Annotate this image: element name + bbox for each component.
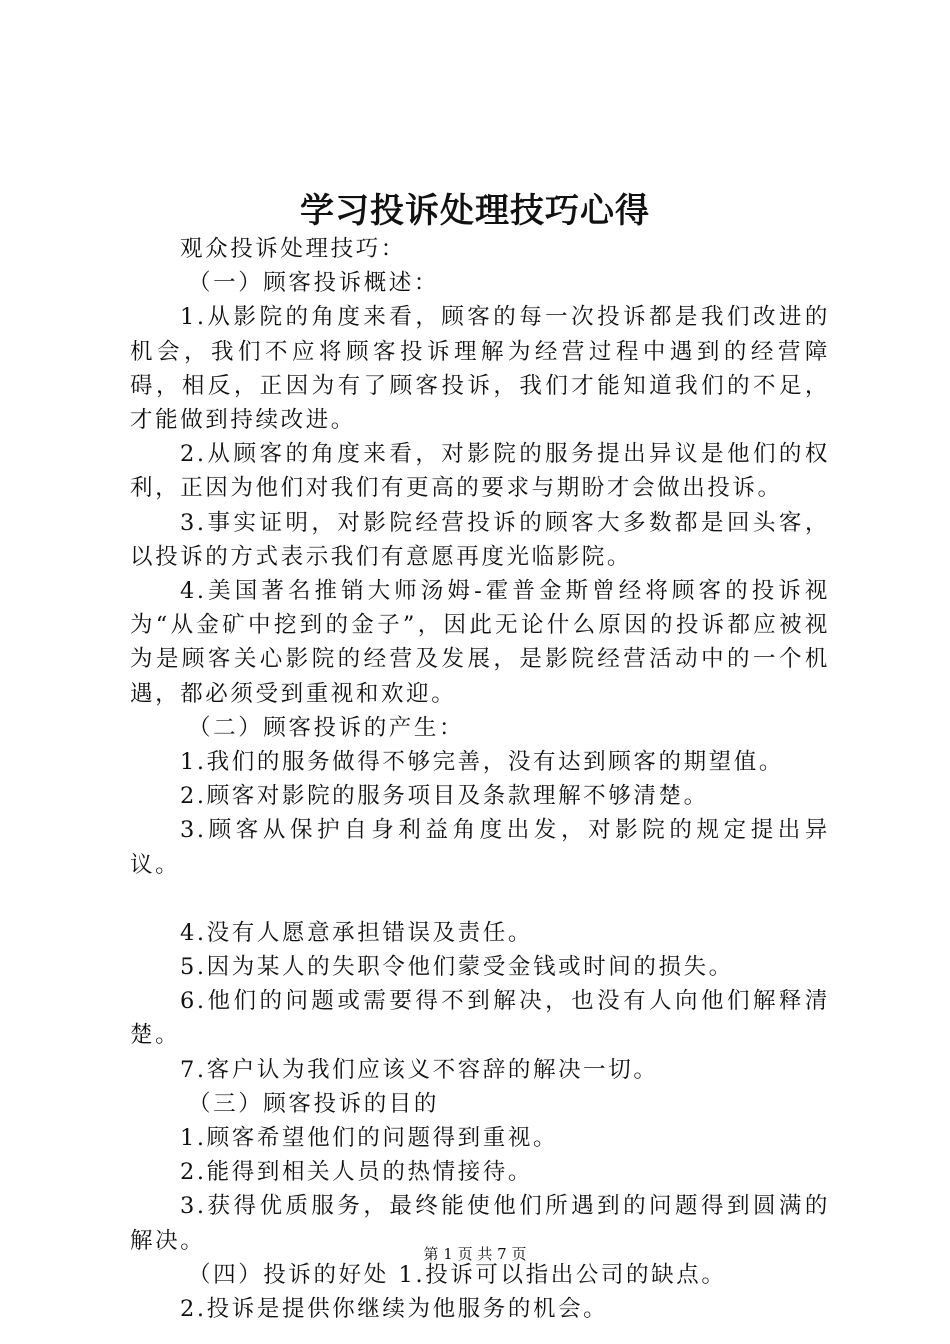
section-heading: （一）顾客投诉概述：	[188, 270, 440, 297]
paragraph: 5.因为某人的失职令他们蒙受金钱或时间的损失。	[180, 954, 734, 981]
paragraph: 7.客户认为我们应该义不容辞的解决一切。	[180, 1056, 659, 1083]
page-footer: 第 1 页 共 7 页	[423, 1245, 527, 1263]
paragraph: 1.从影院的角度来看，顾客的每一次投诉都是我们改进的机会，我们不应将顾客投诉理解为经营过程中遇到的经营障碍，相反，正因为有了顾客投诉，我们才能知道我们的不足，才能做到持续改进。	[130, 304, 830, 434]
paragraph: 4.没有人愿意承担错误及责任。	[180, 919, 533, 946]
paragraph: 6.他们的问题或需要得不到解决，也没有人向他们解释清楚。	[130, 988, 830, 1049]
paragraph: 观众投诉处理技巧：	[180, 236, 406, 262]
section-heading: （二）顾客投诉的产生：	[188, 714, 465, 741]
paragraph: 2.顾客对影院的服务项目及条款理解不够清楚。	[180, 783, 709, 810]
paragraph: 3.获得优质服务，最终能使他们所遇到的问题得到圆满的解决。	[130, 1193, 830, 1254]
paragraph: 1.顾客希望他们的问题得到重视。	[180, 1125, 559, 1152]
paragraph: 4.美国著名推销大师汤姆-霍普金斯曾经将顾客的投诉视为“从金矿中挖到的金子”，因此无论什么原因的投诉都应被视为是顾客关心影院的经营及发展，是影院经营活动中的一个机遇，都必须受到重视和欢迎。	[130, 578, 830, 707]
paragraph: 3.顾客从保护自身利益角度出发，对影院的规定提出异议。	[130, 817, 830, 878]
document-body	[130, 232, 830, 1326]
paragraph: 2.能得到相关人员的热情接待。	[180, 1159, 533, 1186]
paragraph: 2.投诉是提供你继续为他服务的机会。	[180, 1296, 609, 1323]
paragraph: 3.事实证明，对影院经营投诉的顾客大多数都是回头客，以投诉的方式表示我们有意愿再度光临影院。	[130, 509, 830, 570]
section-heading: （四）投诉的好处 1.投诉可以指出公司的缺点。	[188, 1261, 727, 1288]
paragraph: 1.我们的服务做得不够完善，没有达到顾客的期望值。	[180, 749, 784, 776]
section-heading: （三）顾客投诉的目的	[188, 1090, 440, 1117]
document-title: 学习投诉处理技巧心得	[300, 191, 650, 231]
blank-line	[130, 882, 830, 916]
paragraph: 2.从顾客的角度来看，对影院的服务提出异议是他们的权利，正因为他们对我们有更高的要求与期盼才会做出投诉。	[130, 441, 830, 502]
